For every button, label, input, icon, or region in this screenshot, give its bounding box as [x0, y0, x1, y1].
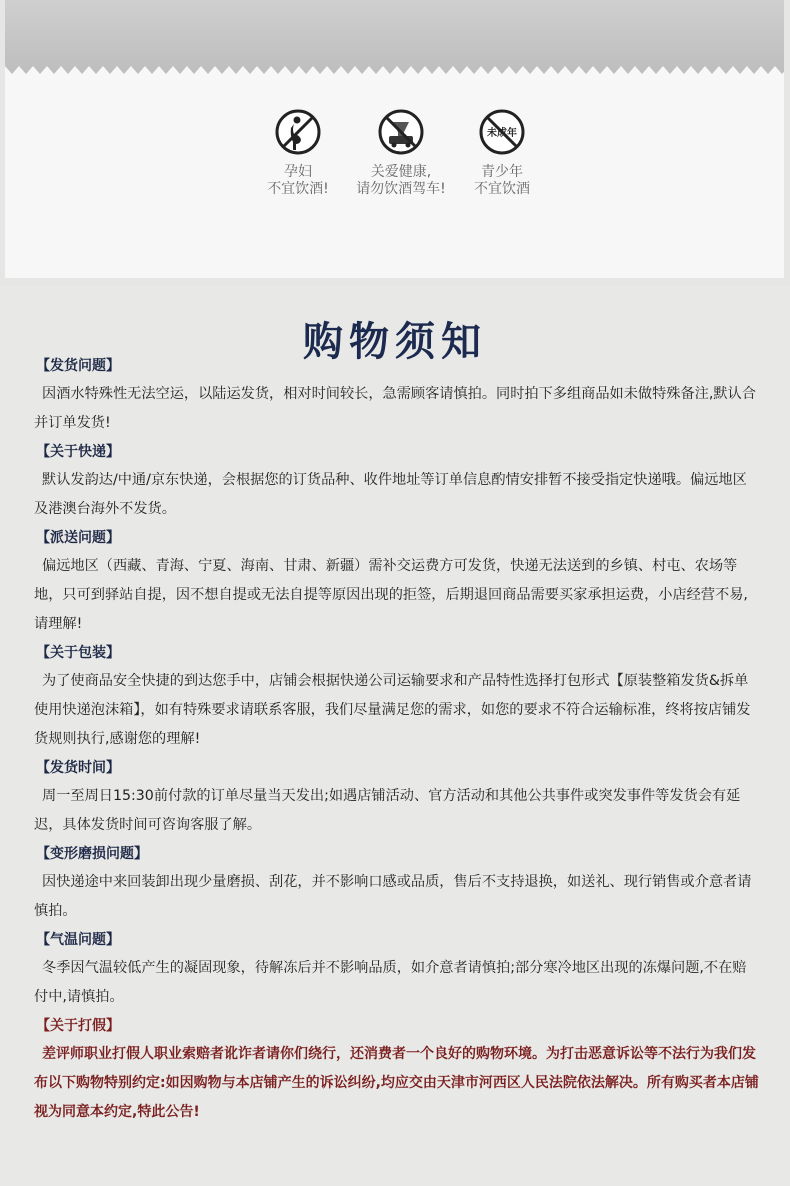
shopping-notice — [0, 286, 790, 1186]
section-damage — [32, 840, 760, 926]
warning-line1: 孕妇 — [284, 164, 312, 180]
warning-pregnant — [238, 108, 358, 198]
section-ship-time — [32, 754, 760, 840]
section-delivery — [32, 524, 760, 639]
section-anti-fraud — [32, 1012, 760, 1127]
no-minors-icon — [478, 108, 526, 156]
warning-line2: 不宜饮酒! — [267, 181, 329, 197]
no-minors-icon-text: 未成年 — [487, 128, 517, 139]
no-drink-drive-icon — [377, 108, 425, 156]
section-heading: 【关于快递】 — [36, 444, 120, 460]
notice-title: 购物须知 — [303, 318, 487, 365]
section-body: 因快递途中来回装卸出现少量磨损、刮花，并不影响口感或品质，售后不支持退换，如送礼、现行销售或介意者请慎拍。 — [34, 874, 752, 919]
pregnant-woman-icon — [274, 108, 322, 156]
warning-minors — [442, 108, 562, 198]
section-body: 冬季因气温较低产生的凝固现象，待解冻后并不影响品质，如介意者请慎拍;部分寒冷地区出现的冻爆问题,不在赔付中,请慎拍。 — [34, 960, 747, 1005]
section-heading: 【发货问题】 — [36, 358, 120, 374]
section-courier — [32, 438, 760, 524]
section-temperature — [32, 926, 760, 1012]
section-packaging — [32, 639, 760, 754]
zigzag-edge — [5, 52, 784, 78]
section-heading: 【气温问题】 — [36, 932, 120, 948]
notice-sections — [32, 352, 760, 1127]
section-heading: 【关于打假】 — [36, 1018, 120, 1034]
section-shipping — [32, 352, 760, 438]
section-body: 差评师职业打假人职业索赔者讹诈者请你们绕行，还消费者一个良好的购物环境。为打击恶意诉讼等不法行为我们发布以下购物特别约定:如因购物与本店铺产生的诉讼纠纷,均应交由天津市河西区人民法院依法解决。所有购买者本店铺视为同意本约定,特此公告! — [34, 1046, 759, 1120]
section-body: 周一至周日15:30前付款的订单尽量当天发出;如遇店铺活动、官方活动和其他公共事件或突发事件等发货会有延迟，具体发货时间可咨询客服了解。 — [34, 788, 741, 833]
section-body: 因酒水特殊性无法空运，以陆运发货，相对时间较长，急需顾客请慎拍。同时拍下多组商品如未做特殊备注,默认合并订单发货! — [34, 386, 756, 431]
section-heading: 【变形磨损问题】 — [36, 846, 148, 862]
section-heading: 【关于包装】 — [36, 645, 120, 661]
section-body: 偏远地区（西藏、青海、宁夏、海南、甘肃、新疆）需补交运费方可发货，快递无法送到的乡镇、村屯、农场等地，只可到驿站自提，因不想自提或无法自提等原因出现的拒签，后期退回商品需要买家承担运费，小店经营不易,请理解! — [34, 558, 748, 632]
warning-icons-row — [5, 108, 784, 208]
section-heading: 【派送问题】 — [36, 530, 120, 546]
warning-line2: 不宜饮酒 — [474, 181, 530, 197]
warning-line1: 青少年 — [481, 164, 523, 180]
warning-line1: 关爱健康, — [370, 164, 432, 180]
warning-card — [5, 0, 784, 278]
warning-line2: 请勿饮酒驾车! — [356, 181, 446, 197]
section-body: 默认发韵达/中通/京东快递，会根据您的订货品种、收件地址等订单信息酌情安排暂不接受指定快递哦。偏远地区及港澳台海外不发货。 — [34, 472, 747, 517]
section-body: 为了使商品安全快捷的到达您手中，店铺会根据快递公司运输要求和产品特性选择打包形式【原装整箱发货&拆单使用快递泡沫箱】，如有特殊要求请联系客服，我们尽量满足您的需求，如您的要求不符合运输标准，终将按店铺发货规则执行,感谢您的理解! — [34, 673, 751, 747]
section-heading: 【发货时间】 — [36, 760, 120, 776]
